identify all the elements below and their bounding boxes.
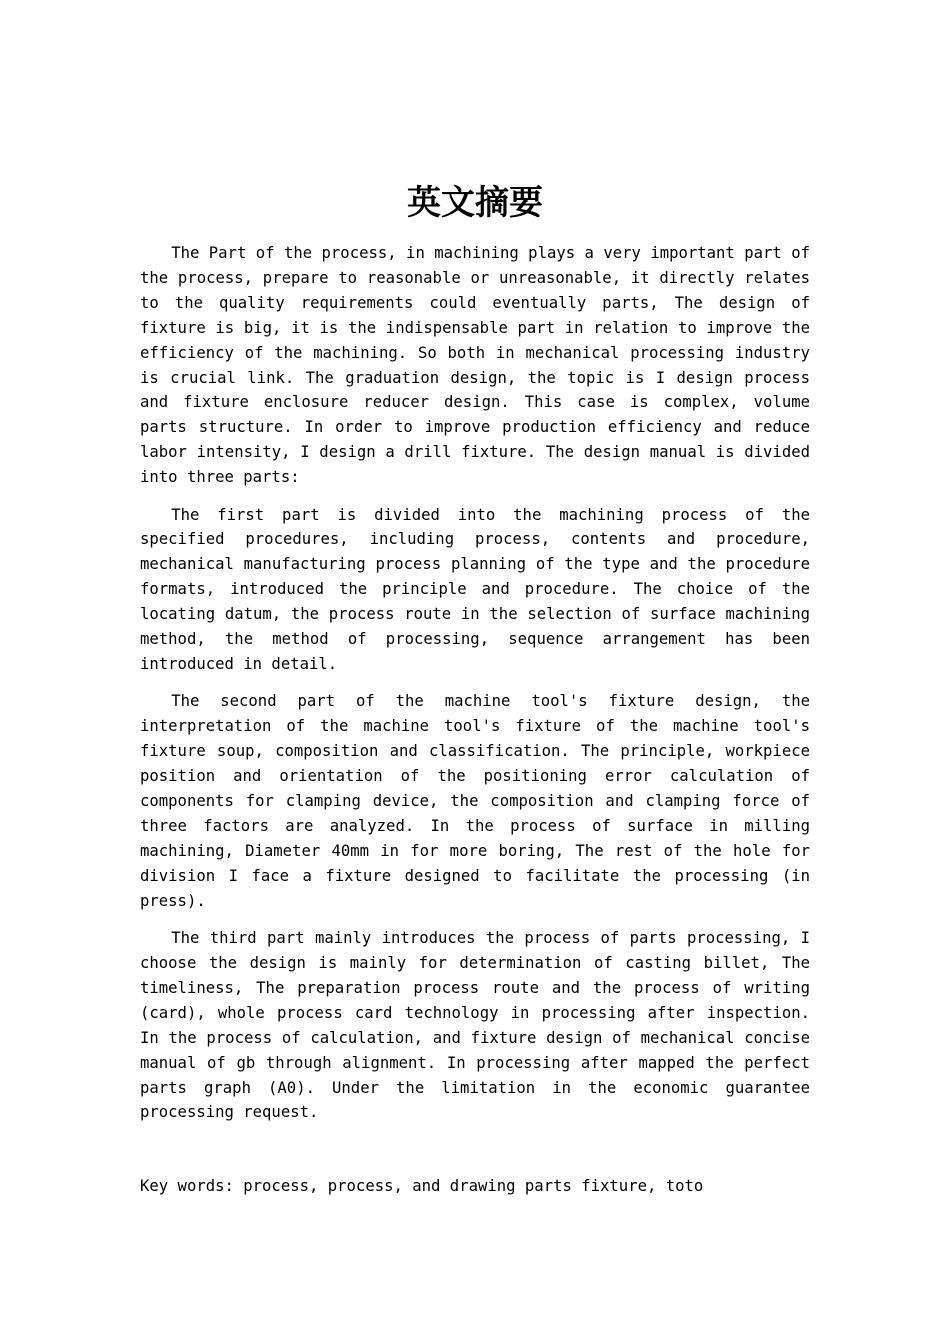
abstract-paragraph-3: The second part of the machine tool's fixture design, the interpretation of the machine tool's fixture of the machine tool's fixture soup, composition and classification. The principle, workpiece position and orientation of the positioning error calculation of components for clamping device, the composition and clamping force of three factors are analyzed. In the process of surface in milling machining, Diameter 40mm in for more boring, The rest of the hole for division I face a fixture designed to facilitate the processing (in press).	[140, 692, 810, 910]
abstract-paragraph-2: The first part is divided into the machining process of the specified procedures, including process, contents and procedure, mechanical manufacturing process planning of the type and the procedure formats, introduced the principle and procedure. The choice of the locating datum, the process route in the selection of surface machining method, the method of processing, sequence arrangement has been introduced in detail.	[140, 505, 810, 673]
page-title: 英文摘要	[407, 183, 543, 223]
abstract-paragraph-1: The Part of the process, in machining plays a very important part of the process, prepare to reasonable or unreasonable, it directly relates to the quality requirements could eventually parts, The design of fixture is big, it is the indispensable part in relation to improve the efficiency of the machining. So both in mechanical processing industry is crucial link. The graduation design, the topic is I design process and fixture enclosure reducer design. This case is complex, volume parts structure. In order to improve production efficiency and reduce labor intensity, I design a drill fixture. The design manual is divided into three parts:	[140, 244, 810, 487]
abstract-body	[140, 241, 810, 1138]
keywords-line: Key words: process, process, and drawing parts fixture, toto	[140, 1177, 704, 1195]
abstract-paragraph-4: The third part mainly introduces the process of parts processing, I choose the design is mainly for determination of casting billet, The timeliness, The preparation process route and the process of writing (card), whole process card technology in processing after inspection. In the process of calculation, and fixture design of mechanical concise manual of gb through alignment. In processing after mapped the perfect parts graph (A0). Under the limitation in the economic guarantee processing request.	[140, 929, 810, 1122]
